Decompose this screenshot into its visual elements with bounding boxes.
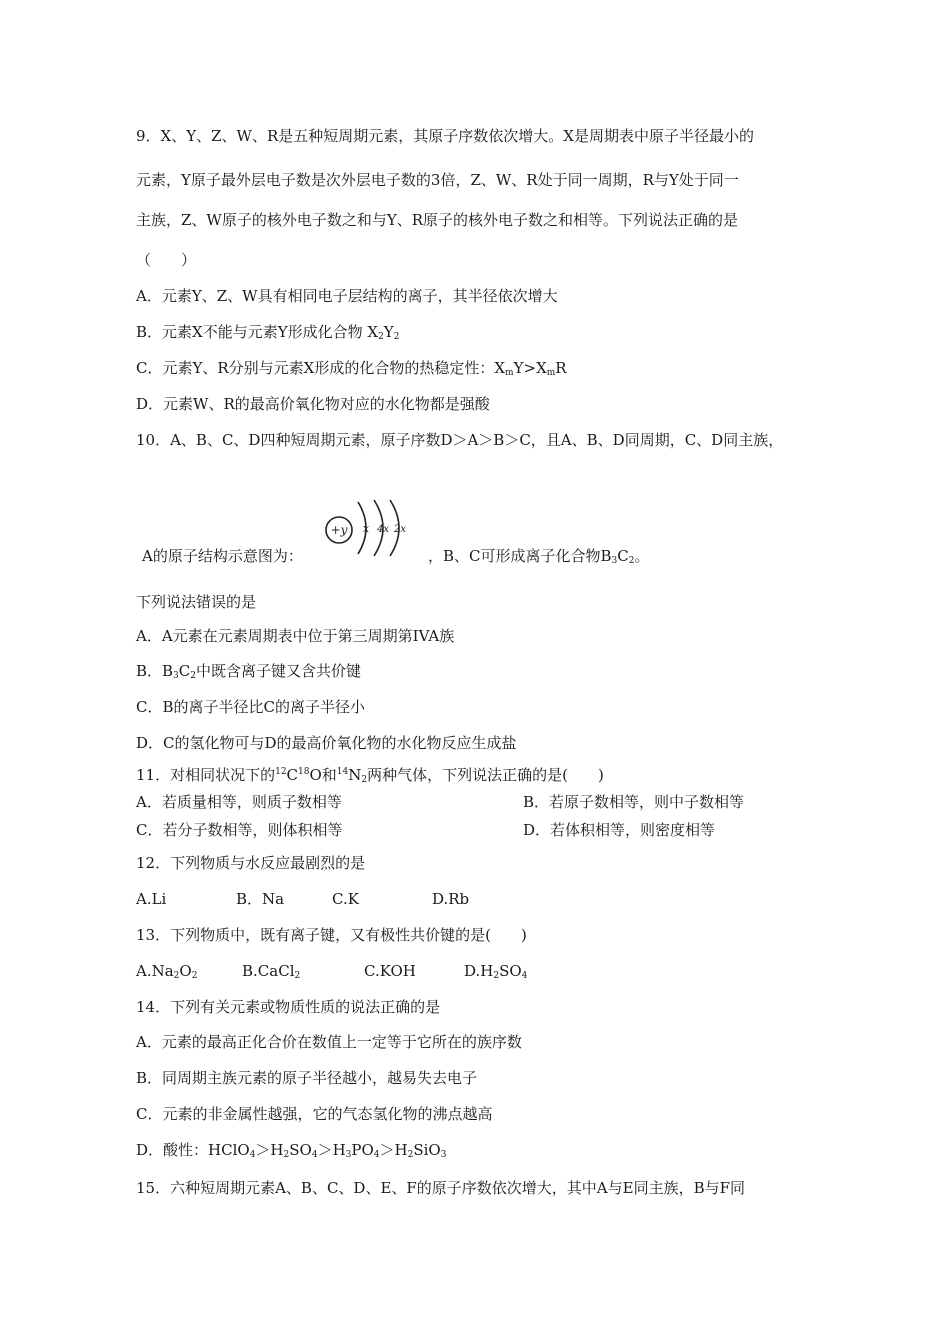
q10-option-c: C．B的离子半径比C的离子半径小: [136, 698, 365, 716]
text: 11．对相同状况下的: [136, 766, 276, 784]
text: Y>X: [513, 359, 547, 377]
subscript: 2: [283, 1150, 290, 1160]
q10-stem-line2-post: [428, 546, 650, 566]
superscript: 14: [336, 767, 349, 777]
subscript: 4: [311, 1150, 318, 1160]
q10-ask: 下列说法错误的是: [136, 593, 257, 611]
text: O: [179, 962, 192, 980]
subscript: 4: [521, 971, 528, 981]
q10-option-b: [136, 661, 361, 681]
text: D．酸性：HClO: [136, 1141, 250, 1159]
text: C．元素Y、R分别与元素X形成的化合物的热稳定性：X: [136, 359, 506, 377]
subscript: 2: [294, 971, 301, 981]
q14-option-c: C．元素的非金属性越强，它的气态氢化物的沸点越高: [136, 1105, 493, 1123]
subscript: 3: [611, 556, 618, 566]
text: ＞H: [255, 1141, 284, 1159]
q12-option-b: B．Na: [236, 890, 285, 908]
text: B．元素X不能与元素Y形成化合物 X: [136, 323, 379, 341]
atom-structure-diagram-icon: [322, 494, 422, 558]
q9-stem-line1: 9．X、Y、Z、W、R是五种短周期元素，其原子序数依次增大。X是周期表中原子半径最小的: [136, 127, 754, 145]
text: ＞H: [317, 1141, 346, 1159]
subscript: 2: [361, 775, 368, 785]
subscript: 2: [190, 671, 196, 681]
subscript: 3: [440, 1150, 447, 1160]
q9-answer-paren: （ ）: [136, 251, 197, 269]
q12-options: [136, 889, 469, 909]
subscript: 2: [173, 971, 180, 981]
shell-1-electrons: x: [362, 522, 370, 535]
q11-stem: [136, 765, 604, 785]
subscript: 3: [345, 1150, 352, 1160]
text: D.H: [464, 962, 494, 980]
q14-option-a: A．元素的最高正化合价在数值上一定等于它所在的族序数: [136, 1033, 522, 1051]
q9-option-c: [136, 358, 567, 378]
subscript: m: [546, 368, 556, 378]
q10-option-d: D．C的氢化物可与D的最高价氧化物的水化物反应生成盐: [136, 734, 517, 752]
subscript: 2: [191, 971, 198, 981]
q11-option-b: B．若原子数相等，则中子数相等: [523, 793, 745, 811]
q12-option-c: C.K: [332, 890, 359, 908]
q12-option-d: D.Rb: [432, 890, 470, 908]
text: SO: [289, 1141, 312, 1159]
subscript: 2: [393, 332, 400, 342]
subscript: 3: [173, 671, 179, 681]
nucleus-label: +y: [330, 523, 348, 537]
text: C: [286, 766, 299, 784]
superscript: 18: [298, 767, 310, 777]
q12-stem: 12．下列物质与水反应最剧烈的是: [136, 854, 366, 872]
text: SO: [499, 962, 522, 980]
text: C: [617, 547, 629, 565]
subscript: 2: [493, 971, 500, 981]
q15-stem-line1: 15．六种短周期元素A、B、C、D、E、F的原子序数依次增大，其中A与E同主族，B与F同: [136, 1179, 746, 1197]
q12-option-a: A.Li: [136, 890, 167, 908]
text: N: [348, 766, 362, 784]
q10-stem-line2-pre: A的原子结构示意图为：: [142, 547, 303, 565]
q9-stem-line3: 主族，Z、W原子的核外电子数之和与Y、R原子的核外电子数之和相等。下列说法正确的是: [136, 211, 739, 229]
q10-stem-line1: 10．A、B、C、D四种短周期元素，原子序数D＞A＞B＞C，且A、B、D同周期，C、D同主族，: [136, 431, 784, 449]
text: B．B: [136, 662, 174, 680]
q14-option-d: [136, 1140, 446, 1160]
text: B.CaCl: [242, 962, 295, 980]
subscript: 4: [249, 1150, 256, 1160]
shell-2-electrons: 4x: [376, 524, 390, 535]
superscript: 12: [275, 767, 287, 777]
q13-stem: 13．下列物质中，既有离子键，又有极性共价键的是( ): [136, 926, 527, 944]
q9-option-a: A．元素Y、Z、W具有相同电子层结构的离子，其半径依次增大: [136, 287, 558, 305]
subscript: 2: [378, 332, 384, 342]
text: R: [555, 359, 567, 377]
text: O和: [309, 766, 337, 784]
q13-option-d: [464, 961, 527, 981]
q13-option-b: [242, 961, 364, 981]
text: ＞H: [379, 1141, 408, 1159]
text: ，B、C可形成离子化合物B: [428, 547, 612, 565]
text: 。: [634, 547, 650, 565]
q11-option-a: A．若质量相等，则质子数相等: [136, 793, 342, 811]
subscript: 2: [628, 556, 635, 566]
text: A.Na: [136, 962, 174, 980]
text: 中既含离子键又含共价键: [196, 662, 362, 680]
subscript: m: [505, 368, 514, 378]
text: C: [178, 662, 191, 680]
q9-option-b: [136, 322, 399, 342]
q14-stem: 14．下列有关元素或物质性质的说法正确的是: [136, 998, 441, 1016]
q9-stem-line2: 元素，Y原子最外层电子数是次外层电子数的3倍，Z、W、R处于同一周期，R与Y处于同一: [136, 171, 739, 189]
text: 两种气体，下列说法正确的是( ): [367, 766, 604, 784]
subscript: 2: [407, 1150, 414, 1160]
q13-options: [136, 961, 527, 981]
text: PO: [351, 1141, 374, 1159]
q13-option-c: C.KOH: [364, 962, 416, 980]
subscript: 4: [373, 1150, 380, 1160]
q13-option-a: [136, 961, 242, 981]
text: SiO: [413, 1141, 441, 1159]
q9-option-d: D．元素W、R的最高价氧化物对应的水化物都是强酸: [136, 395, 490, 413]
q14-option-b: B．同周期主族元素的原子半径越小，越易失去电子: [136, 1069, 478, 1087]
q11-option-c: C．若分子数相等，则体积相等: [136, 821, 343, 839]
shell-3-electrons: 2x: [393, 524, 407, 535]
q11-option-d: D．若体积相等，则密度相等: [523, 821, 716, 839]
text: Y: [383, 323, 394, 341]
q10-option-a: A．A元素在元素周期表中位于第三周期第IVA族: [136, 627, 455, 645]
